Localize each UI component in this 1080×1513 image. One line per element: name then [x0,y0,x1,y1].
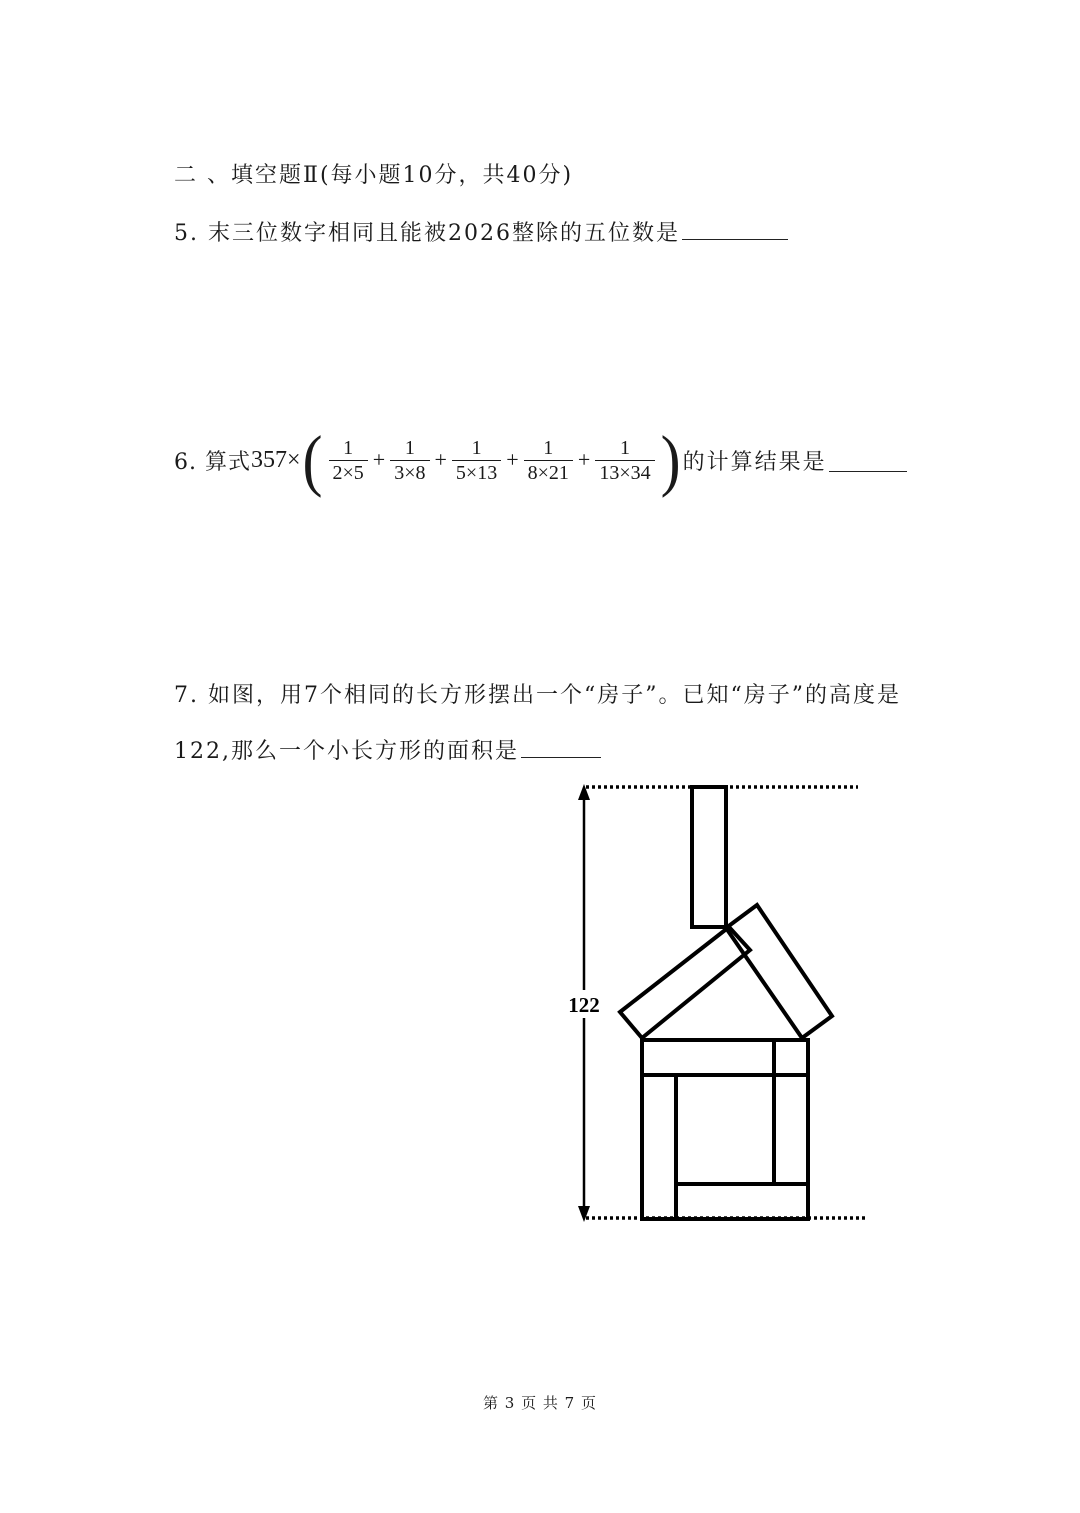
fraction-2-denominator: 3×8 [390,460,429,485]
plus-sign: + [577,447,591,472]
height-label: 122 [568,993,600,1017]
question-6 [174,422,907,498]
answer-blank-5[interactable] [682,217,788,240]
fraction-1-numerator: 1 [343,436,354,459]
fraction-5-numerator: 1 [619,436,630,459]
left-wall-rectangle [642,1075,676,1219]
fraction-1 [329,436,368,485]
question-7-line-2 [174,734,601,765]
right-wall-rectangle [774,1040,808,1184]
chimney-rectangle [692,787,726,927]
question-6-formula [301,422,683,498]
left-paren: ( [302,422,323,498]
question-5-text: 5. 末三位数字相同且能被2026整除的五位数是 [174,221,680,246]
question-6-coefficient: 357× [250,446,301,473]
fraction-2-numerator: 1 [404,436,415,459]
house-figure [560,776,880,1236]
question-7-line-1 [174,678,901,709]
fraction-4-numerator: 1 [543,436,554,459]
question-6-suffix: 的计算结果是 [682,449,827,475]
roof-right-rectangle [726,905,832,1038]
plus-sign: + [506,447,519,472]
fraction-5 [595,436,654,485]
top-beam-rectangle [642,1040,808,1075]
bottom-beam-rectangle [676,1184,808,1219]
plus-sign: + [434,447,447,472]
fraction-3-denominator: 5×13 [452,460,501,485]
section-title [174,158,573,189]
page-footer [0,1392,1080,1413]
question-6-prefix: 6. 算式 [174,449,251,475]
answer-blank-6[interactable] [829,449,907,472]
fraction-1-denominator: 2×5 [329,460,368,485]
fraction-2 [390,436,429,485]
fraction-3-numerator: 1 [471,436,482,459]
fraction-5-denominator: 13×34 [595,460,654,485]
plus-sign: + [372,447,386,472]
question-7-text-1: 7. 如图，用7个相同的长方形摆出一个“房子”。已知“房子”的高度是 [174,683,901,708]
page-number-text: 第 3 页 共 7 页 [483,1394,597,1412]
fraction-3 [452,436,501,485]
answer-blank-7[interactable] [521,735,601,758]
question-7-text-2: 122,那么一个小长方形的面积是 [174,739,519,764]
right-paren: ) [660,422,681,498]
section-title-text: 二 、填空题Ⅱ(每小题10分，共40分) [174,163,574,188]
question-5 [174,216,788,247]
fraction-4-denominator: 8×21 [524,460,573,485]
fraction-4 [524,436,573,485]
roof-left-rectangle [620,927,750,1038]
